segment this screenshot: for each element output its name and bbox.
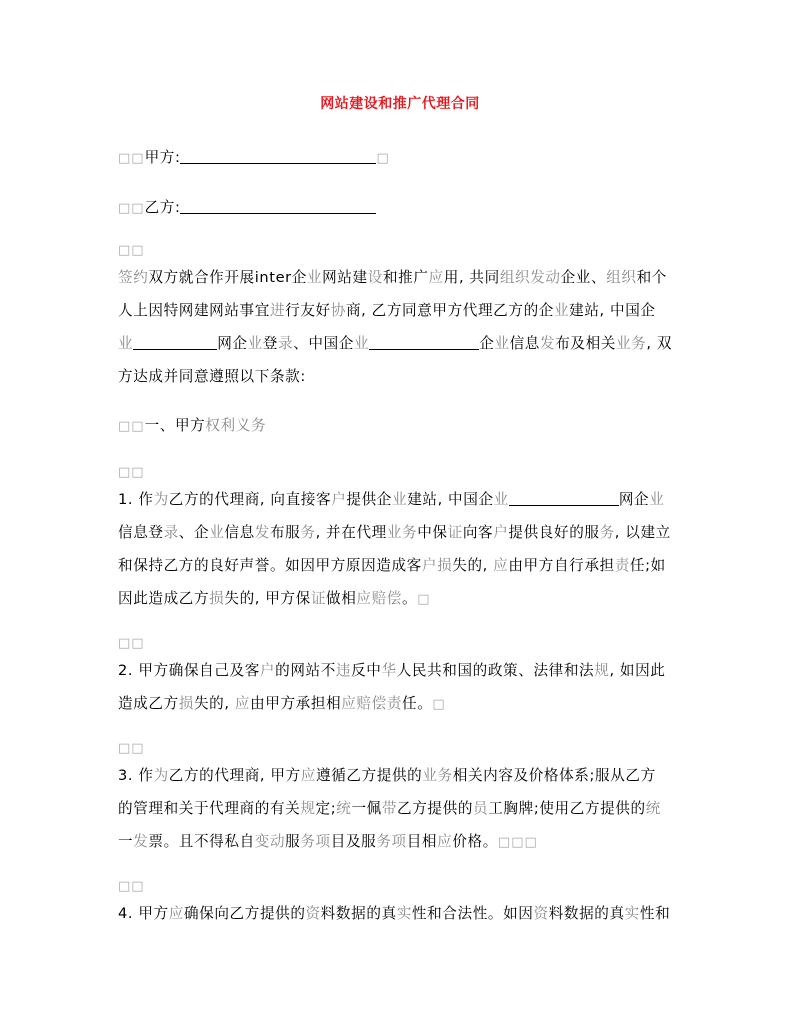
intro-line-4: 方达成并同意遵照以下条款: <box>118 368 306 385</box>
text-segment: 应 <box>493 557 509 574</box>
section-heading-1 <box>118 414 266 435</box>
party-b-blank[interactable] <box>180 199 376 214</box>
intro-line-2 <box>118 299 656 320</box>
text-segment: 企业、 <box>560 269 607 286</box>
text-segment: 户 <box>331 491 347 508</box>
text-segment: , 如因此 <box>609 662 666 679</box>
text-segment: 价格。 <box>452 833 498 850</box>
item3-line-2 <box>118 797 661 818</box>
text-segment: 网站建 <box>322 269 368 286</box>
text-segment: 实 <box>624 905 640 922</box>
text-segment: 布及相关 <box>555 335 616 352</box>
text-segment: 员 <box>473 800 489 817</box>
text-segment: 发 <box>539 335 556 352</box>
text-segment: 应 <box>300 767 316 784</box>
text-segment: 规 <box>594 662 610 679</box>
text-segment: 录 <box>163 524 179 541</box>
text-segment: 信息登 <box>118 524 164 541</box>
text-segment: 提供企 <box>346 491 392 508</box>
intro-line-3 <box>118 332 672 353</box>
text-segment: 人上因特网建网站事宜 <box>118 302 270 319</box>
text-segment: 4. 甲方 <box>118 905 169 922</box>
text-segment: 责 <box>614 557 630 574</box>
text-segment: 户 <box>493 524 509 541</box>
text-segment: 协 <box>330 302 346 319</box>
text-segment: 失的, 甲方保 <box>224 590 311 607</box>
placeholder-glyph: □ <box>417 592 431 607</box>
text-segment: 应 <box>234 695 251 712</box>
text-segment: 务 <box>300 524 316 541</box>
text-segment: 设 <box>367 269 383 286</box>
text-segment: 和保持乙方的良好声誉。如因甲方原因造成客 <box>118 557 422 574</box>
party-a-label: 甲方: <box>144 149 181 166</box>
text-segment: 失的, <box>452 557 494 574</box>
party-b-line <box>118 196 376 217</box>
text-segment: 签约 <box>118 269 149 286</box>
text-segment: 违 <box>335 662 352 679</box>
text-segment: 造成乙方 <box>118 695 179 712</box>
text-segment: 业 <box>118 335 134 352</box>
text-segment: 进 <box>269 302 286 319</box>
text-segment: 性和合法性。如因 <box>411 905 534 922</box>
text-segment: 、中国企 <box>293 335 354 352</box>
text-segment: , 以建立 <box>614 524 671 541</box>
text-segment: 目相 <box>406 833 438 850</box>
text-segment: 务 <box>599 524 615 541</box>
item2-line-1 <box>118 659 666 680</box>
paragraph-marker: □□ <box>118 741 145 756</box>
paragraph-marker: □□ <box>118 636 145 651</box>
text-segment: 业务 <box>422 767 453 784</box>
party-a-line <box>118 146 390 167</box>
text-segment: 证 <box>447 524 463 541</box>
text-segment: 确保向乙方提供的 <box>183 905 306 922</box>
text-segment: 统 <box>336 800 352 817</box>
text-segment: 行友好 <box>285 302 331 319</box>
text-segment: 应 <box>428 269 444 286</box>
text-segment: 工胸牌;使用乙方提供的 <box>488 800 646 817</box>
site-name-blank-1[interactable] <box>133 335 217 350</box>
text-segment: 建站, 中国企 <box>569 302 656 319</box>
text-segment: 规 <box>300 800 316 817</box>
item2-line-2 <box>118 692 446 713</box>
text-segment: 业 <box>353 335 370 352</box>
text-segment: 料数据的真 <box>548 905 625 922</box>
text-segment: 的网站不 <box>275 662 336 679</box>
text-segment: 户损 <box>421 557 453 574</box>
text-segment: 应赔偿 <box>356 590 403 607</box>
text-segment: 由甲方承担相 <box>250 695 342 712</box>
text-segment: 业务 <box>386 524 418 541</box>
text-segment: , 并在代理 <box>315 524 387 541</box>
text-segment: 发 <box>133 833 149 850</box>
text-segment: 务项 <box>376 833 407 850</box>
text-segment: 为 <box>153 491 169 508</box>
text-segment: , 双 <box>646 335 673 352</box>
text-segment: 企 <box>479 335 495 352</box>
text-segment: 应 <box>168 905 184 922</box>
text-segment: 业 <box>553 302 570 319</box>
text-segment: 应 <box>437 833 453 850</box>
text-segment: 性和 <box>639 905 671 922</box>
text-segment: 带 <box>381 800 398 817</box>
item1-line-4 <box>118 587 431 608</box>
text-segment: 组织 <box>606 269 637 286</box>
text-segment: 和推广 <box>382 269 429 286</box>
item3-line-3 <box>118 830 538 851</box>
text-segment: 录 <box>278 335 294 352</box>
text-segment: 中保 <box>417 524 448 541</box>
site-name-blank-3[interactable] <box>509 491 619 506</box>
text-segment: 失的, <box>193 695 235 712</box>
placeholder-glyph: □□ <box>118 201 145 216</box>
text-segment: 信息 <box>509 335 540 352</box>
text-segment: 华 <box>381 662 397 679</box>
text-segment: 和个 <box>636 269 667 286</box>
text-segment: 资 <box>305 905 321 922</box>
text-segment: 的管理和关于代理商的有关 <box>118 800 301 817</box>
text-segment: 人民共和国的政策、法律和法 <box>396 662 595 679</box>
site-name-blank-2[interactable] <box>369 335 479 350</box>
placeholder-glyph: □ <box>432 697 446 712</box>
text-segment: 损 <box>209 590 225 607</box>
text-segment: 定; <box>315 800 337 817</box>
text-segment: 统 <box>645 800 661 817</box>
text-segment: 一佩 <box>351 800 382 817</box>
placeholder-glyph: □ <box>376 151 390 166</box>
text-segment: 票。且不得私自 <box>148 833 255 850</box>
text-segment: 资 <box>533 905 549 922</box>
text-segment: 务项 <box>300 833 331 850</box>
text-segment: 业 <box>306 269 323 286</box>
text-segment: 业 <box>391 491 408 508</box>
text-segment: 业务 <box>615 335 647 352</box>
text-segment: 一 <box>118 833 134 850</box>
text-segment: 实 <box>396 905 412 922</box>
text-segment: 网企 <box>618 491 650 508</box>
text-segment: 任;如 <box>629 557 666 574</box>
text-segment: 业 <box>209 524 225 541</box>
text-segment: 目及服 <box>330 833 377 850</box>
text-segment: 业 <box>247 335 263 352</box>
party-b-label: 乙方: <box>144 199 181 216</box>
item3-line-1 <box>118 764 656 785</box>
text-segment: 双方就合作开展inter企 <box>148 269 307 286</box>
text-segment: 向客 <box>462 524 494 541</box>
text-segment: 用, 共同 <box>443 269 500 286</box>
text-segment: 信息 <box>224 524 255 541</box>
text-segment: 1. 作 <box>118 491 154 508</box>
text-segment: 乙方的代理商, 甲方 <box>168 767 301 784</box>
text-segment: 2. 甲方确保自己及客 <box>118 662 260 679</box>
text-segment: 业 <box>494 335 510 352</box>
placeholder-glyph: □□ <box>118 419 145 434</box>
text-segment: 乙方的代理商, 向直接客 <box>168 491 332 508</box>
text-segment: 为 <box>153 767 169 784</box>
text-segment: 因此造成乙方 <box>118 590 210 607</box>
text-segment: 户 <box>259 662 276 679</box>
text-segment: 提供良好的服 <box>508 524 600 541</box>
text-segment: 服 <box>285 833 301 850</box>
section-title: 权利义务 <box>205 417 267 434</box>
text-segment: 乙方提供的 <box>397 800 474 817</box>
text-segment: 建站, 中国企 <box>407 491 494 508</box>
text-segment: 反中 <box>351 662 382 679</box>
item1-line-1 <box>118 488 664 509</box>
text-segment: 3. 作 <box>118 767 154 784</box>
text-segment: 遵循乙方提供的 <box>316 767 423 784</box>
intro-line-1 <box>118 266 667 287</box>
section-number: 一、甲方 <box>144 417 206 434</box>
party-a-blank[interactable] <box>180 149 376 164</box>
text-segment: 做相 <box>326 590 357 607</box>
text-segment: 变动 <box>254 833 286 850</box>
item1-line-3 <box>118 554 666 575</box>
text-segment: 损 <box>178 695 194 712</box>
text-segment: 登 <box>262 335 278 352</box>
document-title: 网站建设和推广代理合同 <box>320 96 480 112</box>
text-segment: 证 <box>310 590 327 607</box>
text-segment: 、企 <box>178 524 210 541</box>
text-segment: 应赔偿责 <box>341 695 403 712</box>
text-segment: 商, 乙方同意甲方代理乙方的企 <box>345 302 554 319</box>
text-segment: 任。 <box>402 695 433 712</box>
text-segment: 相关内容及价格体系;服从乙方 <box>452 767 656 784</box>
text-segment: 布服 <box>269 524 301 541</box>
item1-line-2 <box>118 521 671 542</box>
text-segment: 业 <box>649 491 665 508</box>
placeholder-glyph: □□ <box>118 151 145 166</box>
paragraph-marker: □□ <box>118 879 145 894</box>
placeholder-glyph: □□□ <box>497 835 538 850</box>
paragraph-marker: □□ <box>118 465 145 480</box>
text-segment: 。 <box>402 590 418 607</box>
item4-line-1 <box>118 902 670 923</box>
text-segment: 发 <box>254 524 270 541</box>
text-segment: 由甲方自行承担 <box>508 557 615 574</box>
paragraph-marker: □□ <box>118 243 145 258</box>
text-segment: 业 <box>493 491 509 508</box>
text-segment: 料数据的真 <box>320 905 397 922</box>
text-segment: 组织发动 <box>499 269 561 286</box>
text-segment: 网企 <box>217 335 248 352</box>
